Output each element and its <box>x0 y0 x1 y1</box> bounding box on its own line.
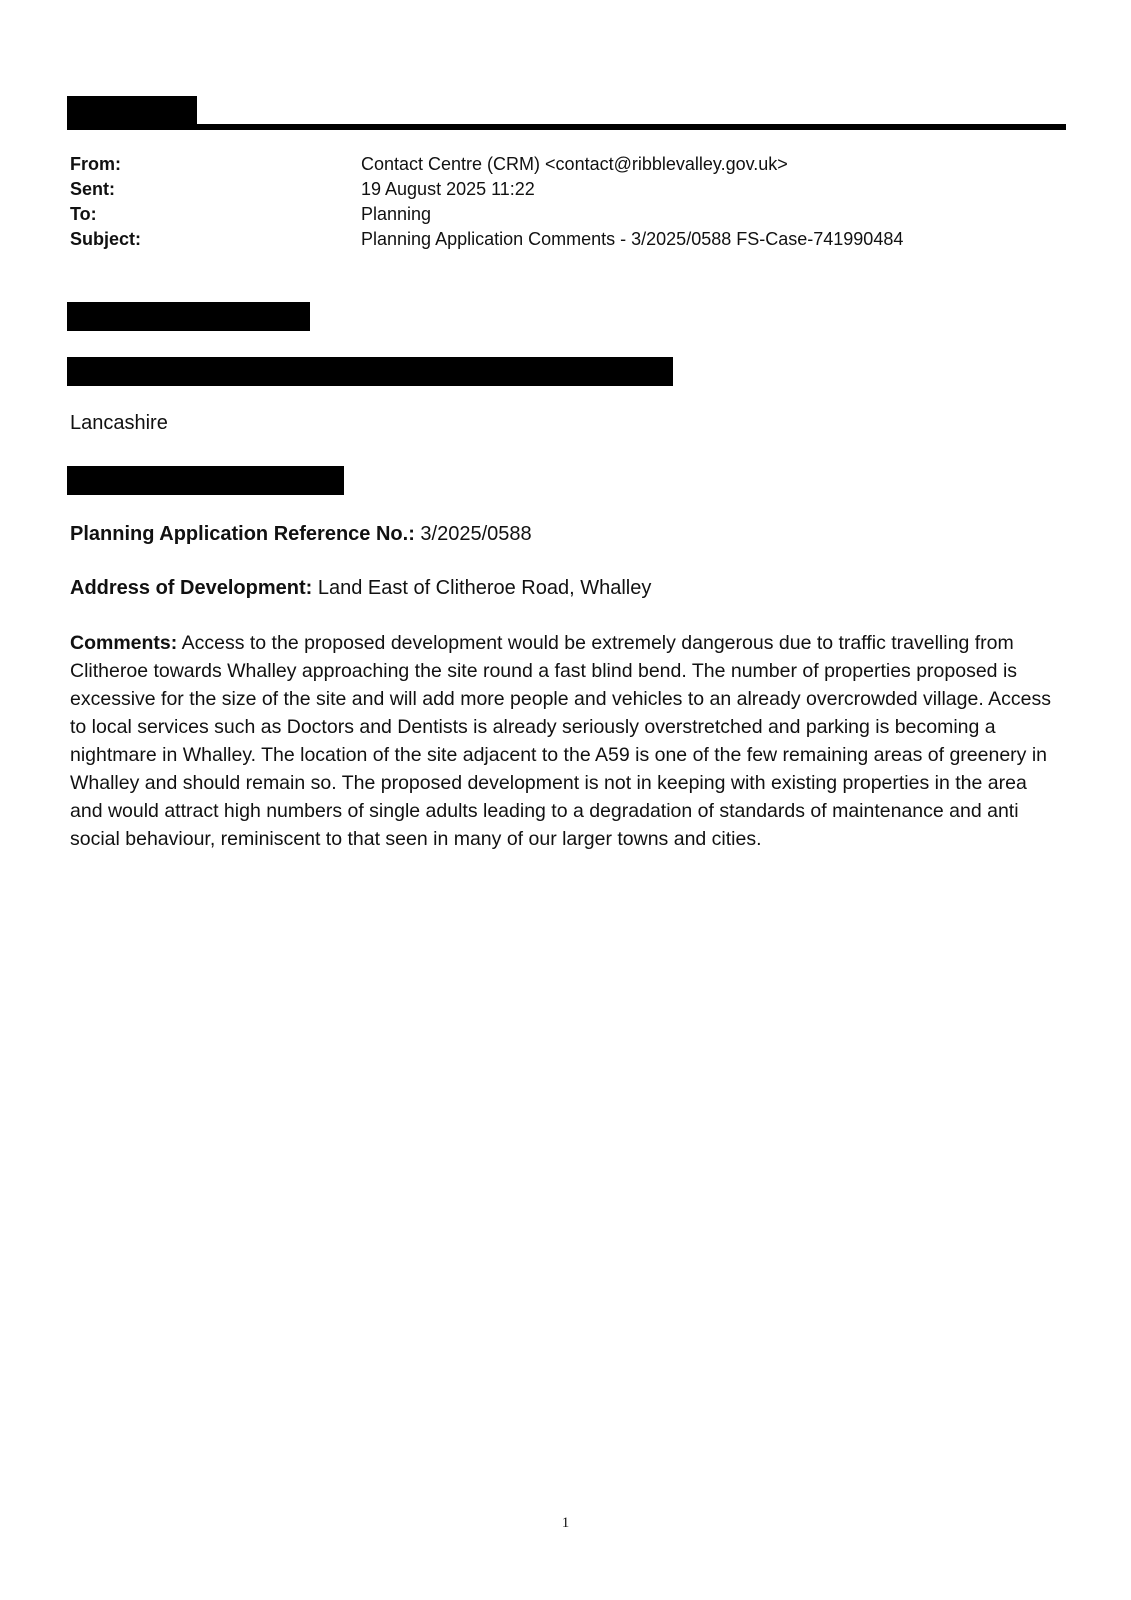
email-header <box>70 152 1050 252</box>
sent-value: 19 August 2025 11:22 <box>361 179 535 199</box>
redacted-postcode-line <box>67 466 344 495</box>
from-value: Contact Centre (CRM) <contact@ribblevalley.gov.uk> <box>361 154 788 174</box>
page-number: 1 <box>561 1515 570 1531</box>
from-row <box>70 152 1050 177</box>
redacted-address-line <box>67 357 673 386</box>
redacted-sender-name <box>67 96 197 126</box>
header-rule <box>67 124 1066 130</box>
county-line: Lancashire <box>70 412 168 434</box>
subject-label: Subject: <box>70 229 142 249</box>
reference-label: Planning Application Reference No.: <box>70 523 415 545</box>
sent-row <box>70 177 1050 202</box>
address-label: Address of Development: <box>70 577 313 599</box>
from-label: From: <box>70 154 121 174</box>
reference-line <box>70 520 1060 548</box>
redacted-name-line <box>67 302 310 331</box>
address-value: Land East of Clitheroe Road, Whalley <box>312 577 652 599</box>
comments-label: Comments: <box>70 632 178 654</box>
subject-value: Planning Application Comments - 3/2025/0588 FS-Case-741990484 <box>361 229 904 249</box>
to-row <box>70 202 1050 227</box>
comments-value: Access to the proposed development would be extremely dangerous due to traffic travelling from Clitheroe towards Whalley approaching the site round a fast blind bend. The number of properties proposed is excessive for the size of the site and will add more people and vehicles to an already overcrowded village. Access to local services such as Doctors and Dentists is already seriously overstretched and parking is becoming a nightmare in Whalley. The location of the site adjacent to the A59 is one of the few remaining areas of greenery in Whalley and should remain so. The proposed development is not in keeping with existing properties in the area and would attract high numbers of single adults leading to a degradation of standards of maintenance and anti social behaviour, reminiscent to that seen in many of our larger towns and cities. <box>70 632 1051 850</box>
reference-value: 3/2025/0588 <box>414 523 532 545</box>
address-line <box>70 574 1060 602</box>
subject-row <box>70 227 1050 252</box>
sent-label: Sent: <box>70 179 115 199</box>
comments-paragraph <box>70 629 1055 853</box>
to-value: Planning <box>361 204 432 224</box>
to-label: To: <box>70 204 97 224</box>
